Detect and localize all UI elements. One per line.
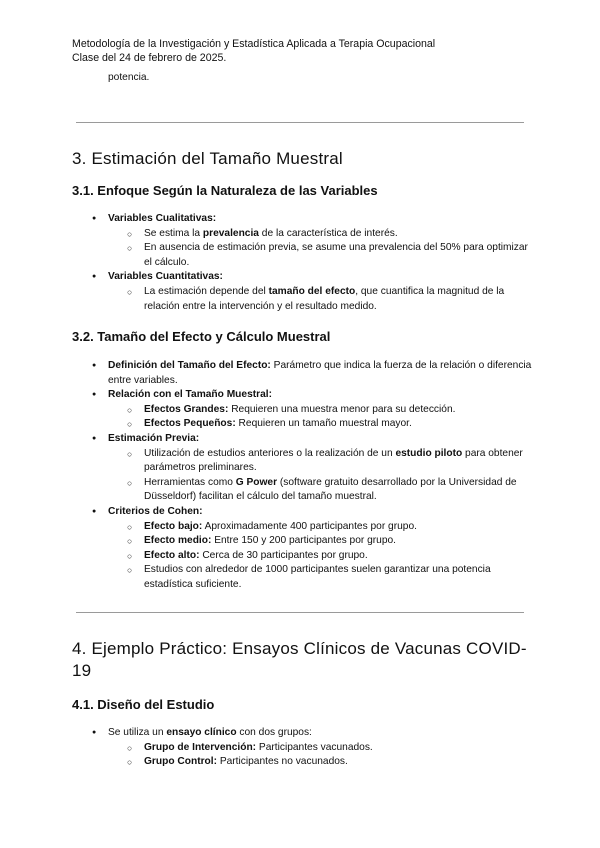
section-3-1-list <box>92 212 532 314</box>
bold-text: Grupo de Intervención: <box>144 741 257 753</box>
sub-item <box>127 563 532 592</box>
item-label: Estimación Previa: <box>108 432 200 444</box>
text: Requieren una muestra menor para su detección. <box>228 403 456 415</box>
sub-item <box>127 520 532 535</box>
sub-item <box>127 447 532 476</box>
sub-item <box>127 403 532 418</box>
item-label: Variables Cualitativas: <box>108 213 217 224</box>
page-header <box>72 37 435 65</box>
section-4-1-list <box>92 726 532 770</box>
text: Se estima la <box>144 227 203 239</box>
sub-list <box>108 741 532 770</box>
bold-text: Grupo Control: <box>144 756 217 768</box>
text: Se utiliza un <box>108 727 167 738</box>
text: En ausencia de estimación previa, se asume una prevalencia del 50% para optimizar el cálculo. <box>144 242 528 268</box>
text: (software gratuito desarrollado por la Universidad de Düsseldorf) facilitan el cálculo del tamaño muestral. <box>144 476 517 503</box>
section-3-2-list <box>92 359 532 593</box>
sub-item <box>127 534 532 549</box>
text: Cerca de 30 participantes por grupo. <box>199 549 368 561</box>
continued-text: potencia. <box>108 72 150 83</box>
bold-text: estudio piloto <box>395 447 463 459</box>
course-title: Metodología de la Investigación y Estadística Aplicada a Terapia Ocupacional <box>72 38 436 50</box>
sub-item <box>127 227 532 242</box>
section-4-1-title: 4.1. Diseño del Estudio <box>72 697 215 712</box>
text: Parámetro que indica la fuerza de la relación o diferencia entre variables. <box>108 360 532 386</box>
sub-item <box>127 741 532 756</box>
list-item <box>92 212 532 270</box>
sub-list <box>108 285 532 314</box>
text: de la característica de interés. <box>258 227 398 239</box>
sub-item <box>127 241 532 270</box>
divider <box>76 612 524 613</box>
text: Participantes no vacunados. <box>217 756 348 768</box>
bold-text: prevalencia <box>202 227 259 239</box>
divider <box>76 122 524 123</box>
bold-text: tamaño del efecto <box>268 285 356 297</box>
item-label: Variables Cuantitativas: <box>108 271 223 283</box>
sub-item <box>127 549 532 564</box>
list-item <box>92 388 532 432</box>
sub-list <box>108 403 532 432</box>
list-item <box>92 505 532 593</box>
bold-text: Efectos Pequeños: <box>144 418 236 430</box>
bold-text: Efectos Grandes: <box>144 403 229 415</box>
item-label: Relación con el Tamaño Muestral: <box>108 389 272 401</box>
section-3-title: 3. Estimación del Tamaño Muestral <box>72 149 343 168</box>
text: Utilización de estudios anteriores o la realización de un <box>144 447 396 459</box>
bold-text: G Power <box>235 476 278 488</box>
list-item <box>92 270 532 314</box>
text: Estudios con alrededor de 1000 participantes suelen garantizar una potencia estadística suficiente. <box>144 564 491 590</box>
sub-item <box>127 476 532 505</box>
item-label: Criterios de Cohen: <box>108 505 203 517</box>
bold-text: Efecto alto: <box>144 549 200 561</box>
text: para obtener parámetros preliminares. <box>144 447 523 474</box>
section-4-title: 4. Ejemplo Práctico: Ensayos Clínicos de Vacunas COVID-19 <box>72 639 527 680</box>
text: La estimación depende del <box>144 285 269 297</box>
sub-item <box>127 285 532 314</box>
text: Participantes vacunados. <box>256 741 373 753</box>
bold-text: ensayo clínico <box>166 727 237 738</box>
item-label: Definición del Tamaño del Efecto: <box>108 360 271 371</box>
text: , que cuantifica la magnitud de la relación entre la intervención y el resultado medido. <box>144 285 505 312</box>
sub-list <box>108 447 532 505</box>
bold-text: Efecto medio: <box>144 535 212 547</box>
text: Herramientas como <box>144 476 236 488</box>
text: Aproximadamente 400 participantes por grupo. <box>202 520 417 532</box>
sub-item <box>127 417 532 432</box>
sub-list <box>108 520 532 593</box>
list-item <box>92 726 532 770</box>
list-item <box>92 359 532 388</box>
text: Requieren un tamaño muestral mayor. <box>235 418 412 430</box>
sub-list <box>108 227 532 271</box>
text: Entre 150 y 200 participantes por grupo. <box>211 535 396 547</box>
sub-item <box>127 755 532 770</box>
class-date: Clase del 24 de febrero de 2025. <box>72 52 227 64</box>
section-3-1-title: 3.1. Enfoque Según la Naturaleza de las Variables <box>72 183 378 198</box>
section-3-2-title: 3.2. Tamaño del Efecto y Cálculo Muestral <box>72 329 331 344</box>
text: con dos grupos: <box>236 727 312 738</box>
list-item <box>92 432 532 505</box>
bold-text: Efecto bajo: <box>144 520 203 532</box>
